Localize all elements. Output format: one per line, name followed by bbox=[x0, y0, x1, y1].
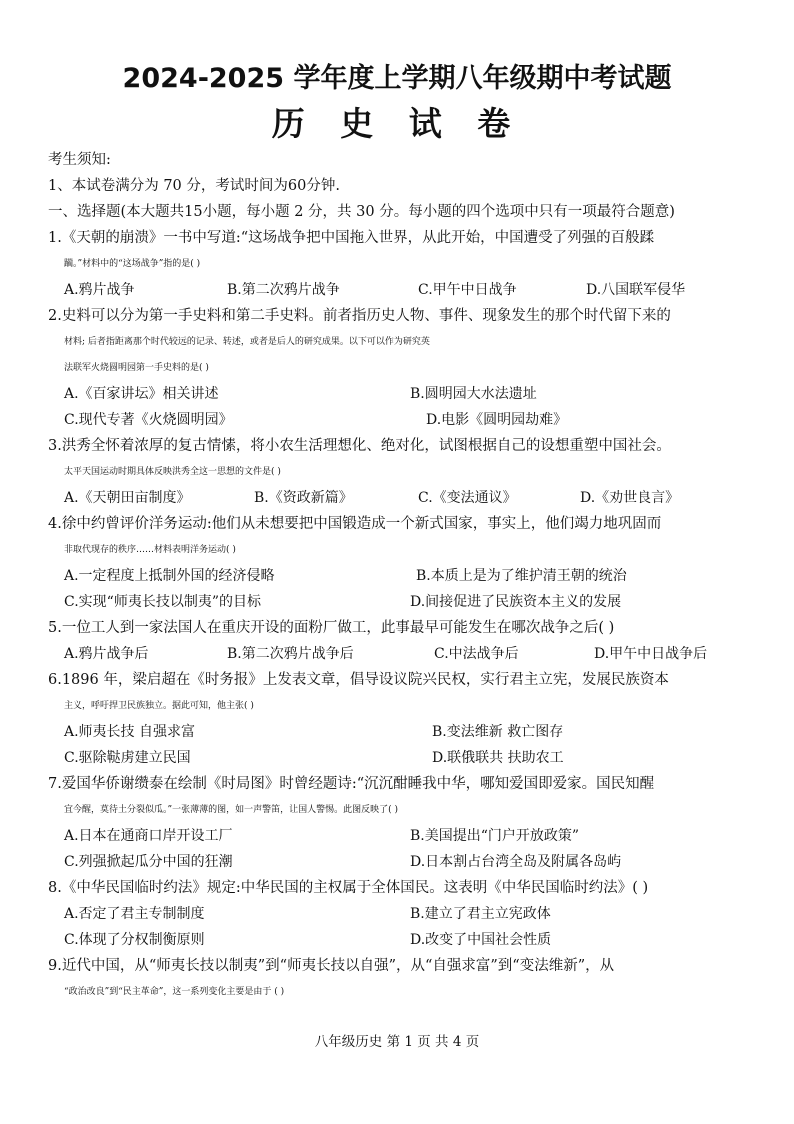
question-6-options-row-2 bbox=[64, 748, 754, 768]
question-2-line-3: 法联军火烧圆明园第一手史料的是( ) bbox=[64, 363, 209, 373]
question-3-options bbox=[64, 488, 754, 508]
question-1-line-2: 躏。”材料中的“这场战争”指的是( ) bbox=[64, 259, 201, 269]
question-6-options-row-1 bbox=[64, 722, 754, 742]
option-d: D.间接促进了民族资本主义的发展 bbox=[410, 594, 622, 610]
question-7-line-2: 宜今醒，莫待土分裂似瓜。”一张薄薄的图，如一声警笛，让国人警惕。此图反映了( ) bbox=[64, 805, 398, 815]
question-7-line-1: 7.爱国华侨谢缵泰在绘制《时局图》时曾经题诗:“沉沉酣睡我中华，哪知爱国即爱家。国民知醒 bbox=[48, 776, 655, 792]
question-7-options-row-2 bbox=[64, 852, 754, 872]
option-a: A.鸦片战争 bbox=[64, 282, 135, 298]
option-d: D.甲午中日战争后 bbox=[594, 646, 708, 662]
question-4-line-2: 非取代现存的秩序……材料表明洋务运动( ) bbox=[64, 545, 236, 555]
option-b: B.圆明园大水法遗址 bbox=[410, 386, 537, 402]
option-a: A.师夷长技 自强求富 bbox=[64, 724, 196, 740]
question-5-options bbox=[64, 644, 754, 664]
option-d: D.八国联军侵华 bbox=[586, 282, 686, 298]
option-d: D.电影《圆明园劫难》 bbox=[426, 412, 568, 428]
option-d: D.日本割占台湾全岛及附属各岛屿 bbox=[410, 854, 622, 870]
notes-heading: 考生须知: bbox=[48, 152, 111, 168]
option-a: A.《天朝田亩制度》 bbox=[64, 490, 191, 506]
option-a: A.否定了君主专制制度 bbox=[64, 906, 205, 922]
question-5-line-1: 5.一位工人到一家法国人在重庆开设的面粉厂做工，此事最早可能发生在哪次战争之后( ) bbox=[48, 620, 615, 636]
question-8-options-row-2 bbox=[64, 930, 754, 950]
exam-subject-title: 历 史 试 卷 bbox=[271, 104, 523, 143]
question-4-options-row-2 bbox=[64, 592, 754, 612]
option-b: B.第二次鸦片战争后 bbox=[227, 646, 354, 662]
question-1-options bbox=[64, 280, 754, 300]
option-d: D.改变了中国社会性质 bbox=[410, 932, 552, 948]
question-2-line-2: 材料; 后者指距离那个时代较远的记录、转述，或者是后人的研究成果。以下可以作为研究英 bbox=[64, 337, 430, 347]
option-c: C.甲午中日战争 bbox=[418, 282, 517, 298]
option-b: B.美国提出“门户开放政策” bbox=[410, 828, 580, 844]
option-c: C.列强掀起瓜分中国的狂潮 bbox=[64, 854, 233, 870]
question-2-options-row-2 bbox=[64, 410, 754, 430]
option-c: C.实现“师夷长技以制夷”的目标 bbox=[64, 594, 261, 610]
page-footer: 八年级历史 第 1 页 共 4 页 bbox=[314, 1034, 480, 1050]
option-a: A.一定程度上抵制外国的经济侵略 bbox=[64, 568, 275, 584]
section-heading: 一、选择题(本大题共15小题，每小题 2 分，共 30 分。每小题的四个选项中只有一项最符合题意) bbox=[48, 204, 675, 220]
question-1-line-1: 1.《天朝的崩溃》一书中写道:“这场战争把中国拖入世界，从此开始，中国遭受了列强的百般蹂 bbox=[48, 230, 655, 246]
option-d: D.联俄联共 扶助农工 bbox=[432, 750, 564, 766]
option-b: B.本质上是为了维护清王朝的统治 bbox=[416, 568, 627, 584]
question-9-line-2: “政治改良”到“民主革命”，这一系列变化主要是由于 ( ) bbox=[64, 987, 285, 997]
option-a: A.《百家讲坛》相关讲述 bbox=[64, 386, 219, 402]
option-b: B.《资政新篇》 bbox=[254, 490, 353, 506]
question-3-line-2: 太平天国运动时期具体反映洪秀全这一思想的文件是( ) bbox=[64, 467, 281, 477]
question-9-line-1: 9.近代中国，从“师夷长技以制夷”到“师夷长技以自强”，从“自强求富”到“变法维新”，从 bbox=[48, 958, 615, 974]
question-6-line-2: 主义，呼吁捍卫民族独立。据此可知，他主张( ) bbox=[64, 701, 254, 711]
question-6-line-1: 6.1896 年，梁启超在《时务报》上发表文章，倡导设议院兴民权，实行君主立宪，发展民族资本 bbox=[48, 672, 669, 688]
option-d: D.《劝世良言》 bbox=[580, 490, 680, 506]
question-7-options-row-1 bbox=[64, 826, 754, 846]
question-2-options-row-1 bbox=[64, 384, 754, 404]
option-c: C.中法战争后 bbox=[434, 646, 519, 662]
question-4-options-row-1 bbox=[64, 566, 754, 586]
notes-line-1: 1、本试卷满分为 70 分，考试时间为60分钟. bbox=[48, 178, 340, 194]
option-b: B.建立了君主立宪政体 bbox=[410, 906, 551, 922]
question-8-options-row-1 bbox=[64, 904, 754, 924]
option-a: A.日本在通商口岸开设工厂 bbox=[64, 828, 233, 844]
option-b: B.第二次鸦片战争 bbox=[227, 282, 340, 298]
option-c: C.驱除鞑虏建立民国 bbox=[64, 750, 191, 766]
option-c: C.现代专著《火烧圆明园》 bbox=[64, 412, 233, 428]
option-c: C.《变法通议》 bbox=[418, 490, 517, 506]
option-a: A.鸦片战争后 bbox=[64, 646, 149, 662]
question-4-line-1: 4.徐中约曾评价洋务运动:他们从未想要把中国锻造成一个新式国家，事实上，他们竭力地巩固而 bbox=[48, 516, 662, 532]
option-b: B.变法维新 救亡图存 bbox=[432, 724, 564, 740]
exam-title: 2024-2025 学年度上学期八年级期中考试题 bbox=[122, 63, 672, 94]
option-c: C.体现了分权制衡原则 bbox=[64, 932, 205, 948]
question-2-line-1: 2.史料可以分为第一手史料和第二手史料。前者指历史人物、事件、现象发生的那个时代留下来的 bbox=[48, 308, 671, 324]
question-3-line-1: 3.洪秀全怀着浓厚的复古情愫，将小农生活理想化、绝对化，试图根据自己的设想重塑中国社会。 bbox=[48, 438, 671, 454]
question-8-line-1: 8.《中华民国临时约法》规定:中华民国的主权属于全体国民。这表明《中华民国临时约法》( ) bbox=[48, 880, 649, 896]
